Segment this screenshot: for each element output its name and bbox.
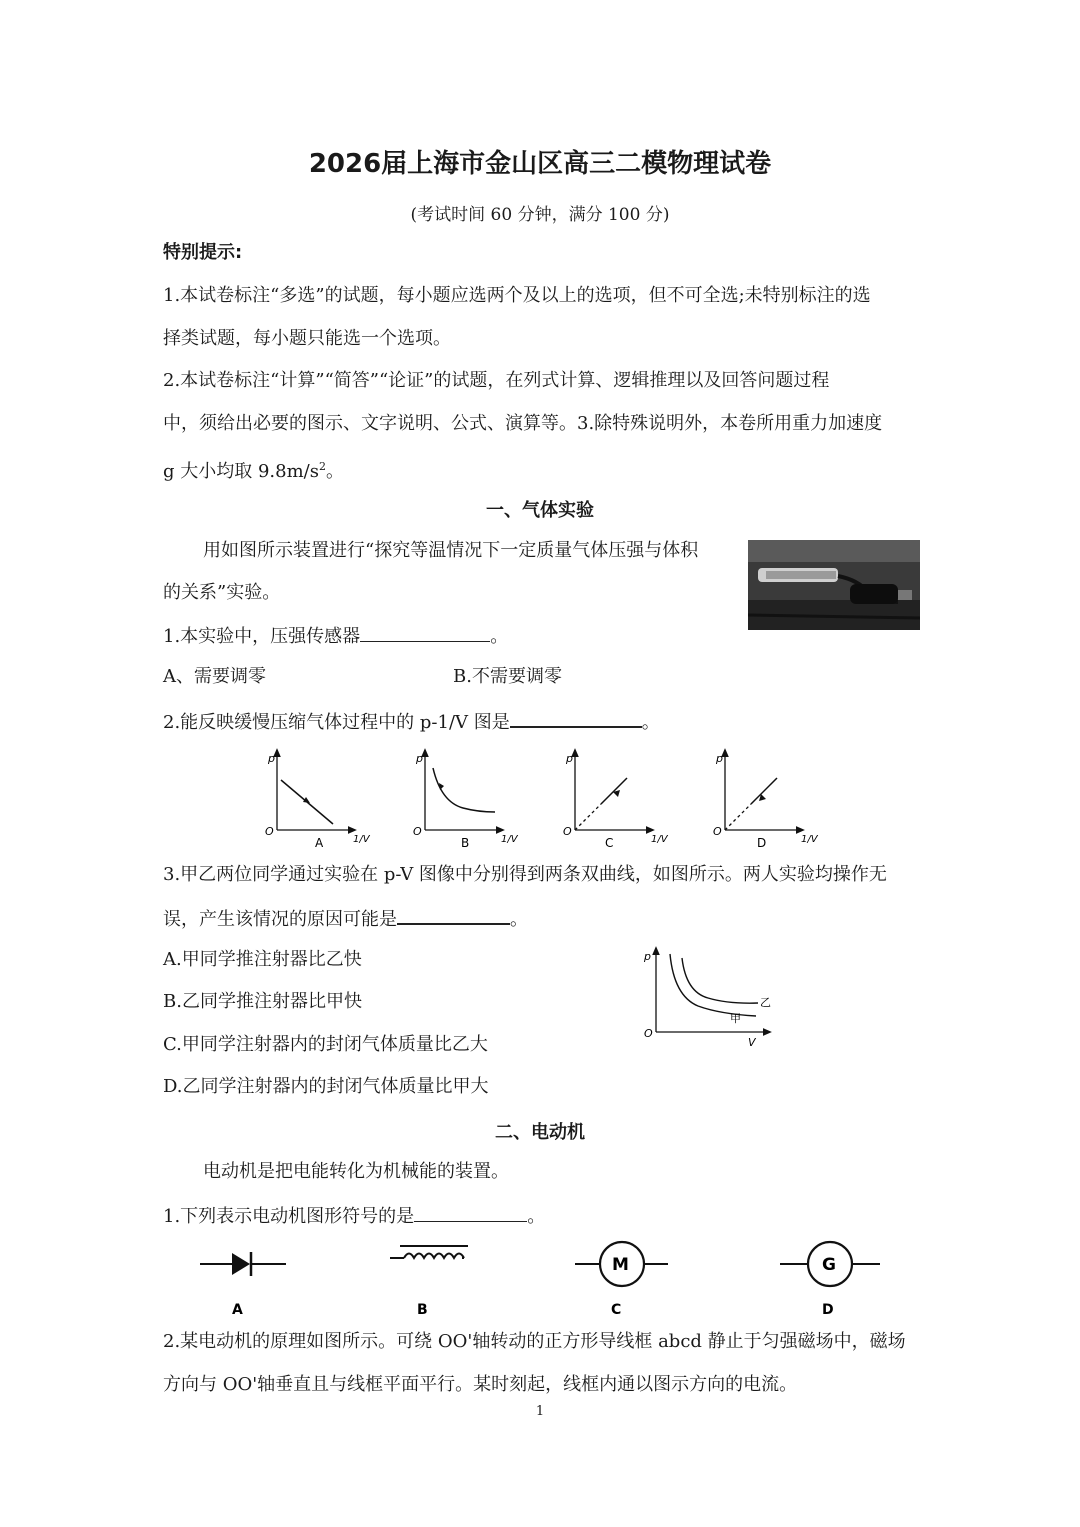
origin: O: [644, 1027, 653, 1040]
label-jia: 甲: [730, 1012, 741, 1025]
graph-c: [563, 752, 669, 850]
notice-line: 择类试题，每小题只能选一个选项。: [163, 328, 451, 349]
p-v-graph: [640, 940, 780, 1050]
motor-symbol: [575, 1242, 668, 1318]
axis-p: p: [716, 752, 723, 765]
question: 2.某电动机的原理如图所示。可绕 OO'轴转动的正方形导线框 abcd 静止于匀强磁场中，磁场: [163, 1331, 906, 1352]
question: 1.下列表示电动机图形符号的是 。: [163, 1203, 545, 1229]
axis-x: 1/V: [353, 834, 370, 845]
option-b: B.乙同学推注射器比甲快: [163, 991, 362, 1012]
option-a: A、需要调零: [163, 666, 266, 687]
axis-v: V: [748, 1036, 756, 1049]
axis-x: 1/V: [651, 834, 668, 845]
svg-text:M: M: [612, 1255, 629, 1275]
graph-label: C: [605, 836, 614, 850]
label-yi: 乙: [760, 996, 771, 1009]
graph-d: [713, 752, 819, 850]
notice-line: 中，须给出必要的图示、文字说明、公式、演算等。3.除特殊说明外，本卷所用重力加速度: [163, 413, 883, 434]
p-inverse-v-graphs: [255, 742, 825, 854]
notice-heading: 特别提示:: [163, 242, 243, 263]
notice-line: 1.本试卷标注“多选”的试题，每小题应选两个及以上的选项，但不可全选;未特别标注的选: [163, 285, 871, 306]
graph-label: B: [461, 836, 470, 850]
question: 1.本实验中，压强传感器 。: [163, 623, 508, 649]
page-title: 2026届上海市金山区高三二模物理试卷: [308, 149, 772, 179]
notice-line: 2.本试卷标注“计算”“简答”“论证”的试题，在列式计算、逻辑推理以及回答问题过程: [163, 370, 830, 391]
axis-p: p: [268, 752, 275, 765]
svg-text:C: C: [611, 1302, 622, 1318]
section-heading: 二、电动机: [495, 1122, 585, 1143]
paragraph: 的关系”实验。: [163, 582, 281, 603]
question: 误，产生该情况的原因可能是 。: [163, 905, 528, 932]
section-heading: 一、气体实验: [486, 500, 594, 521]
axis-p: p: [644, 950, 651, 963]
axis-x: 1/V: [501, 834, 518, 845]
svg-text:B: B: [417, 1302, 428, 1318]
graph-label: A: [315, 836, 324, 850]
generator-symbol: [780, 1242, 880, 1318]
graph-a: [265, 752, 371, 850]
curve-yi: [682, 958, 758, 1003]
circuit-symbols: [190, 1238, 890, 1323]
axis-x: 1/V: [801, 834, 818, 845]
option-d: D.乙同学注射器内的封闭气体质量比甲大: [163, 1076, 489, 1097]
svg-text:D: D: [822, 1302, 834, 1318]
origin: O: [265, 825, 274, 838]
notice-line: g 大小均取 $9.8m/s^2$。: [163, 460, 344, 482]
graph-label: D: [757, 836, 767, 850]
question: 方向与 OO'轴垂直且与线框平面平行。某时刻起，线框内通以图示方向的电流。: [163, 1374, 798, 1395]
diode-symbol: [200, 1252, 286, 1318]
axis-p: p: [416, 752, 423, 765]
question: 2.能反映缓慢压缩气体过程中的 p-1/V 图是 。: [163, 708, 660, 735]
page-number: 1: [535, 1404, 545, 1419]
option-c: C.甲同学注射器内的封闭气体质量比乙大: [163, 1034, 488, 1055]
axis-p: p: [566, 752, 573, 765]
svg-text:G: G: [822, 1255, 836, 1275]
option-b: B.不需要调零: [453, 666, 562, 687]
paragraph: 用如图所示装置进行“探究等温情况下一定质量气体压强与体积: [203, 540, 699, 561]
svg-text:A: A: [232, 1302, 243, 1318]
option-a: A.甲同学推注射器比乙快: [163, 949, 362, 970]
origin: O: [563, 825, 572, 838]
origin: O: [713, 825, 722, 838]
question: 3.甲乙两位同学通过实验在 p-V 图像中分别得到两条双曲线，如图所示。两人实验均操作无: [163, 864, 887, 885]
origin: O: [413, 825, 422, 838]
inductor-symbol: [390, 1246, 468, 1318]
paragraph: 电动机是把电能转化为机械能的装置。: [203, 1161, 509, 1182]
apparatus-photo: [748, 540, 920, 630]
graph-b: [413, 752, 519, 850]
exam-info: (考试时间 60 分钟，满分 100 分): [410, 205, 670, 225]
